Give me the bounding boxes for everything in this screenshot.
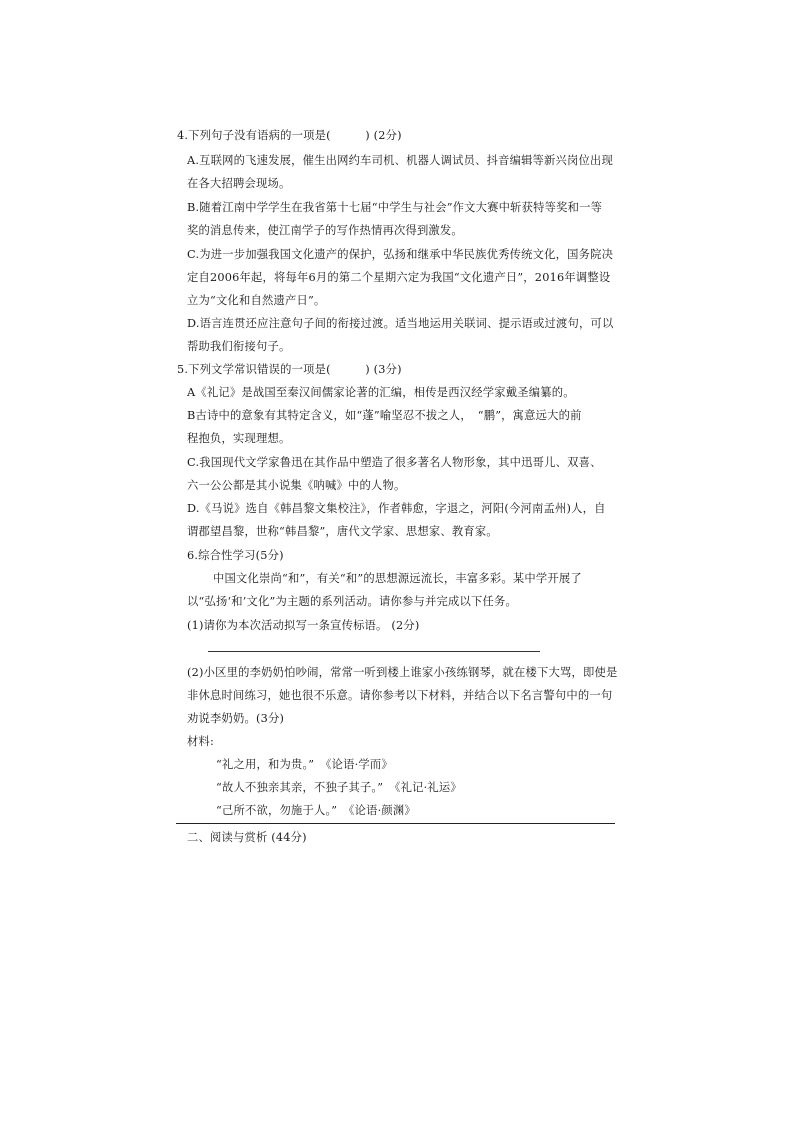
- q5-option-a-line1: A《礼记》是战国至秦汉间儒家论著的汇编，相传是西汉经学家戴圣编纂的。: [187, 386, 575, 399]
- q4-option-c-line2: 定自2006年起，将每年6月的第二个星期六定为我国“文化遗产日”，2016年调整设: [187, 271, 611, 284]
- q5-option-b-line2: 程抱负，实现理想。: [187, 432, 291, 445]
- q4-option-c-line3: 立为“文化和自然遗产日”。: [187, 294, 326, 307]
- q5-option-d-line1: D.《马说》选自《韩昌黎文集校注》，作者韩愈，字退之，河阳(今河南孟州)人，自: [187, 502, 606, 515]
- q4-option-a-line2: 在各大招聘会现场。: [187, 177, 291, 190]
- quote-1: “礼之用，和为贵。” 《论语·学而》: [216, 758, 393, 771]
- answer-line[interactable]: [208, 651, 540, 652]
- q5-option-c-line2: 六一公公都是其小说集《呐喊》中的人物。: [187, 479, 406, 492]
- q5-option-b-line1: B古诗中的意象有其特定含义，如“蓬”喻坚忍不拔之人， “鹏”，寓意远大的前: [187, 409, 582, 422]
- quote-3: “己所不欲，勿施于人。” 《论语·颜渊》: [216, 804, 416, 817]
- q4-option-c-line1: C.为进一步加强我国文化遗产的保护，弘扬和继承中华民族优秀传统文化，国务院决: [187, 248, 614, 261]
- q6-intro-line1: 中国文化崇尚“和”，有关“和”的思想源远流长，丰富多彩。某中学开展了: [213, 572, 582, 585]
- section-divider: [176, 823, 615, 824]
- q4-option-b-line2: 奖的消息传来，使江南学子的写作热情再次得到激发。: [187, 224, 463, 237]
- q5-option-d-line2: 谓郡望昌黎，世称“韩昌黎”，唐代文学家、思想家、教育家。: [187, 525, 498, 538]
- q6-intro-line2: 以“弘扬‘和’文化”为主题的系列活动。请你参与并完成以下任务。: [187, 595, 517, 608]
- q5-option-c-line1: C.我国现代文学家鲁迅在其作品中塑造了很多著名人物形象，其中迅哥儿、双喜、: [187, 456, 602, 469]
- quote-2: “故人不独亲其亲，不独子其子。” 《礼记·礼运》: [216, 781, 462, 794]
- material-label: 材料:: [187, 735, 215, 748]
- q4-option-b-line1: B.随着江南中学学生在我省第十七届“中学生与社会”作文大赛中斩获特等奖和一等: [187, 201, 603, 214]
- section-2-heading: 二、阅读与赏析 (44分): [187, 831, 307, 844]
- q6-stem: 6.综合性学习(5分): [187, 549, 284, 562]
- q4-stem: 4.下列句子没有语病的一项是( ) (2分): [177, 129, 402, 142]
- q6-sub2-line3: 劝说李奶奶。(3分): [187, 712, 285, 725]
- q4-option-d-line1: D.语言连贯还应注意句子间的衔接过渡。适当地运用关联词、提示语或过渡句，可以: [187, 317, 614, 330]
- q6-sub1: (1)请你为本次活动拟写一条宣传标语。 (2分): [187, 619, 420, 632]
- q6-sub2-line2: 非休息时间练习，她也很不乐意。请你参考以下材料，并结合以下名言警句中的一句: [187, 689, 613, 702]
- q4-option-a-line1: A.互联网的飞速发展，催生出网约车司机、机器人调试员、抖音编辑等新兴岗位出现: [187, 154, 614, 167]
- q6-sub2-line1: (2)小区里的李奶奶怕吵闹，常常一听到楼上谁家小孩练钢琴，就在楼下大骂，即使是: [187, 666, 618, 679]
- q5-stem: 5.下列文学常识错误的一项是( ) (3分): [177, 363, 402, 376]
- q4-option-d-line2: 帮助我们衔接句子。: [187, 340, 291, 353]
